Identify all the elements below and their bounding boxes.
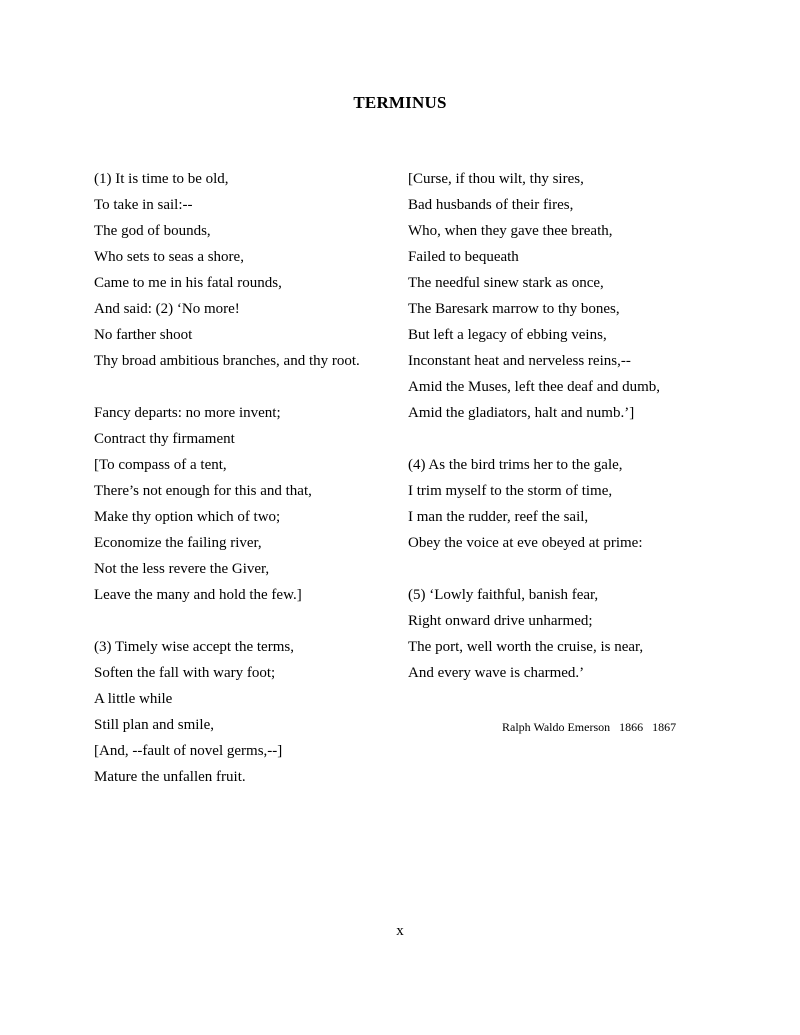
poem-title: TERMINUS [353,93,447,112]
poem-line: (5) ‘Lowly faithful, banish fear, [408,587,599,603]
poem-line: Make thy option which of two; [94,509,281,525]
poem-line: Amid the Muses, left thee deaf and dumb, [408,379,661,395]
poem-line: And every wave is charmed.’ [408,665,585,681]
poem-line: Mature the unfallen fruit. [94,769,246,785]
stanza-break [94,374,394,400]
poem-line: Inconstant heat and nerveless reins,-- [408,353,631,369]
poem-line: Contract thy firmament [94,431,235,447]
poem-line: (4) As the bird trims her to the gale, [408,457,623,473]
poem-line: No farther shoot [94,327,193,343]
poem-line: Thy broad ambitious branches, and thy root. [94,353,360,369]
poem-line: I trim myself to the storm of time, [408,483,613,499]
author-name: Ralph Waldo Emerson [502,720,611,734]
poem-left-column [94,166,394,790]
poem-line: The needful sinew stark as once, [408,275,604,291]
poem-line: But left a legacy of ebbing veins, [408,327,607,343]
year-second: 1867 [652,720,677,734]
stanza-break [408,426,708,452]
poem-line: [Curse, if thou wilt, thy sires, [408,171,584,187]
poem-line: Fancy departs: no more invent; [94,405,281,421]
poem-line: Not the less revere the Giver, [94,561,270,577]
poem-line: Obey the voice at eve obeyed at prime: [408,535,643,551]
poem-line: The port, well worth the cruise, is near, [408,639,644,655]
poem-line: (1) It is time to be old, [94,171,229,187]
poem-right-column [408,166,708,686]
year-first: 1866 [619,720,644,734]
stanza-break [408,556,708,582]
poem-line: To take in sail:-- [94,197,193,213]
poem-line: (3) Timely wise accept the terms, [94,639,294,655]
poem-line: Bad husbands of their fires, [408,197,574,213]
poem-line: [And, --fault of novel germs,--] [94,743,283,759]
poem-line: There’s not enough for this and that, [94,483,312,499]
poem-line: Amid the gladiators, halt and numb.’] [408,405,635,421]
poem-line: I man the rudder, reef the sail, [408,509,589,525]
page-number: x [396,923,404,939]
stanza-break [94,608,394,634]
poem-line: Soften the fall with wary foot; [94,665,276,681]
poem-line: Came to me in his fatal rounds, [94,275,282,291]
poem-attribution [502,718,676,736]
poem-line: Failed to bequeath [408,249,519,265]
poem-line: Who, when they gave thee breath, [408,223,613,239]
poem-line: Who sets to seas a shore, [94,249,244,265]
poem-line: And said: (2) ‘No more! [94,301,240,317]
poem-line: A little while [94,691,173,707]
poem-line: The Baresark marrow to thy bones, [408,301,620,317]
poem-line: The god of bounds, [94,223,211,239]
poem-line: Economize the failing river, [94,535,262,551]
poem-line: Leave the many and hold the few.] [94,587,302,603]
poem-line: Still plan and smile, [94,717,214,733]
poem-line: [To compass of a tent, [94,457,227,473]
poem-line: Right onward drive unharmed; [408,613,593,629]
